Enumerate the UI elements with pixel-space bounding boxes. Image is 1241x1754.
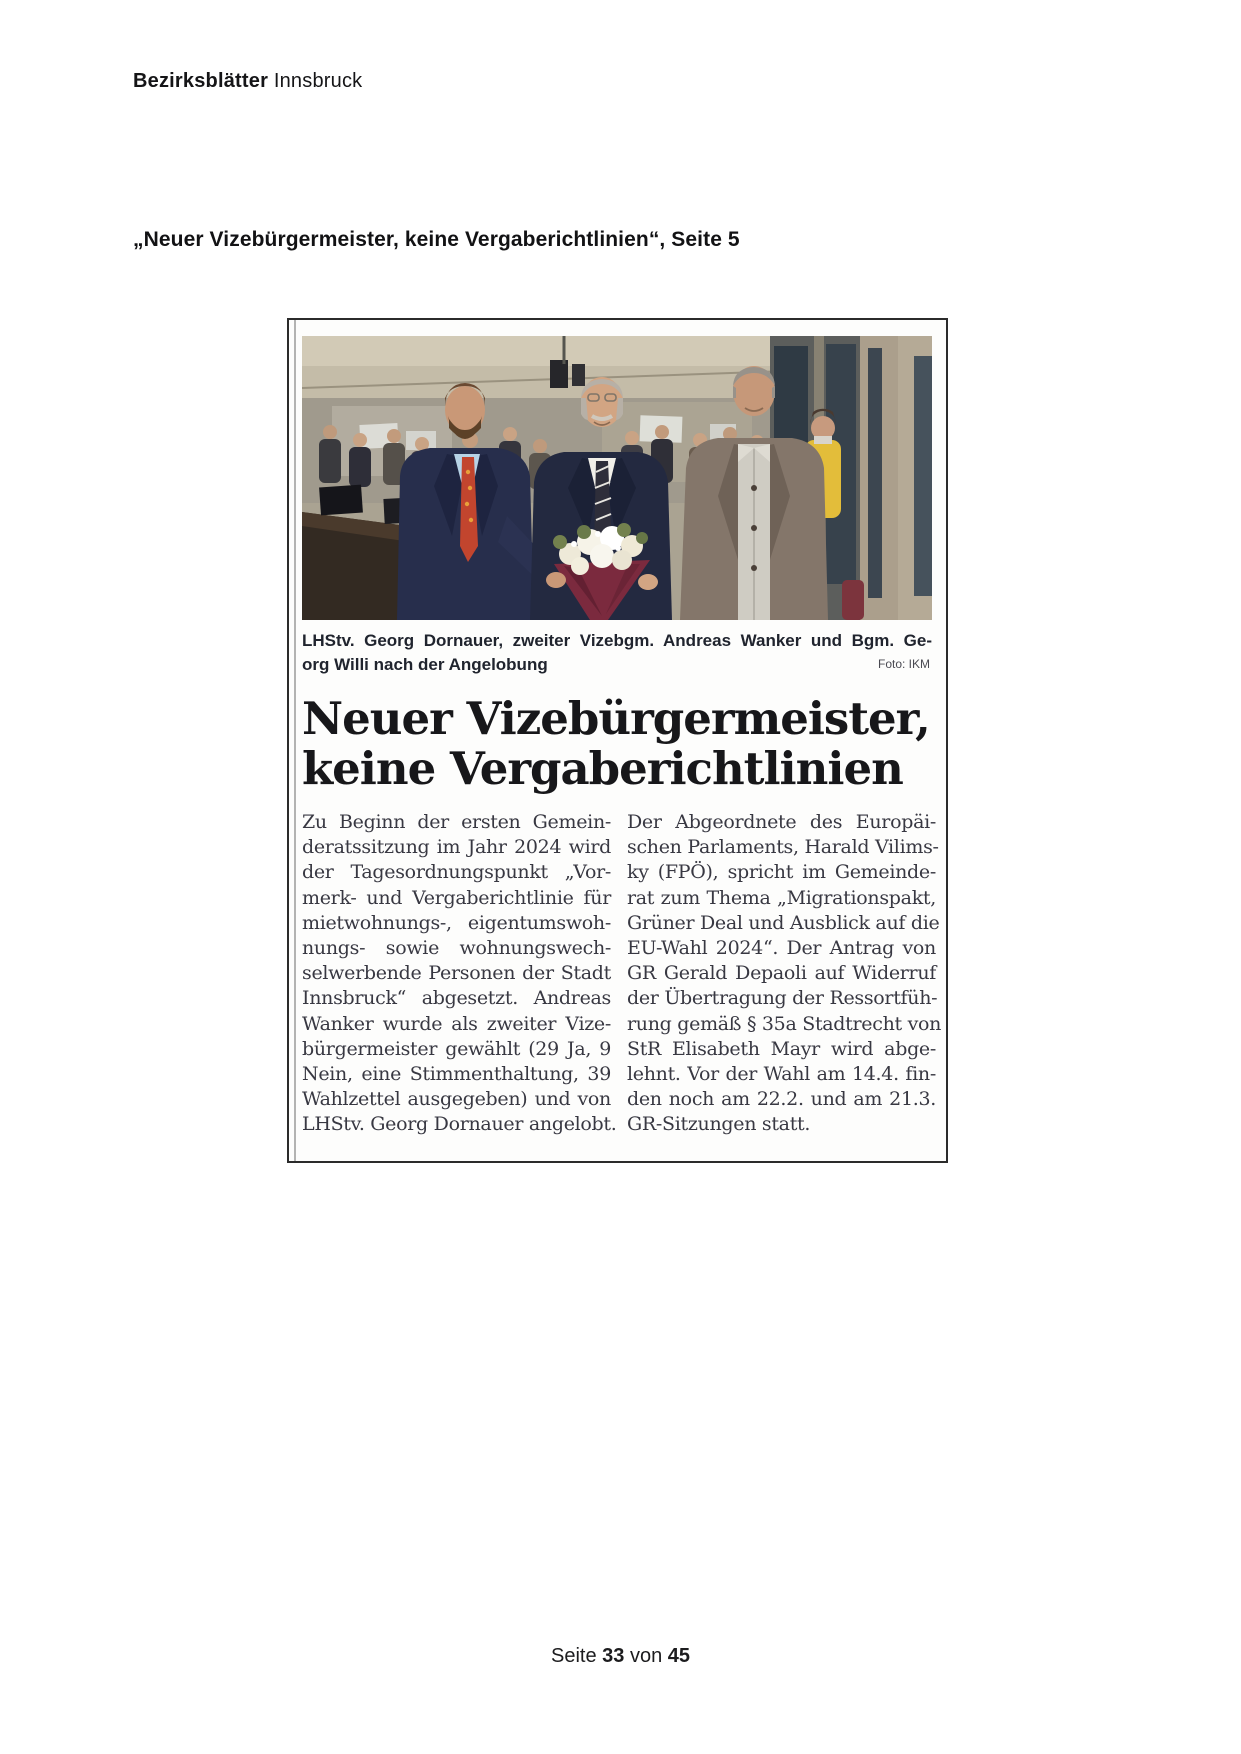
article-text-line: Wanker wurde als zweiter Vize- [302, 1012, 611, 1035]
article-text-line: selwerbende Personen der Stadt [302, 962, 611, 985]
article-title-reference: „Neuer Vizebürgermeister, keine Vergaberichtlinien“, Seite 5 [133, 228, 740, 251]
article-text-line: Der Abgeordnete des Europäi- [627, 811, 936, 833]
article-text-line: merk- und Vergaberichtlinie für [302, 886, 611, 909]
caption-line: org Willi nach der Angelobung [302, 655, 548, 674]
headline-line-1: Neuer Vizebürgermeister, [302, 692, 930, 745]
headline-line-2: keine Vergaberichtlinien [302, 742, 903, 795]
article-column-left [302, 810, 617, 1138]
photo-caption [302, 629, 932, 677]
article-body [302, 810, 942, 1138]
article-text-line: ky (FPÖ), spricht im Gemeinde- [627, 861, 936, 884]
article-text-line: bürgermeister gewählt (29 Ja, 9 [302, 1037, 611, 1060]
article-photo [302, 336, 932, 620]
caption-line: LHStv. Georg Dornauer, zweiter Vizebgm. Andreas Wanker und Bgm. Ge- [302, 631, 932, 650]
page-footer [0, 1645, 1241, 1668]
article-text-line: LHStv. Georg Dornauer angelobt. [302, 1113, 617, 1136]
article-column-right [627, 810, 942, 1138]
publication-header [133, 70, 362, 93]
article-text-line: deratssitzung im Jahr 2024 wird [302, 836, 611, 859]
article-text-line: EU-Wahl 2024“. Der Antrag von [627, 937, 936, 960]
article-text-line: GR-Sitzungen statt. [627, 1113, 811, 1136]
article-headline [302, 694, 942, 794]
footer-total-pages: 45 [667, 1645, 691, 1667]
article-text-line: der Übertragung der Ressortfüh- [627, 987, 938, 1010]
photo-credit: Foto: IKM [877, 657, 930, 671]
publication-name: Bezirksblätter [133, 70, 269, 92]
article-text-line: den noch am 22.2. und am 21.3. [627, 1088, 936, 1111]
article-text-line: Innsbruck“ abgesetzt. Andreas [302, 987, 611, 1010]
article-text-line: Grüner Deal und Ausblick auf die [627, 911, 940, 934]
article-text-line: lehnt. Vor der Wahl am 14.4. fin- [627, 1063, 936, 1086]
publication-edition: Innsbruck [273, 70, 363, 92]
footer-current-page: 33 [602, 1645, 625, 1667]
footer-label-page: Seite [550, 1645, 597, 1667]
article-text-line: StR Elisabeth Mayr wird abge- [627, 1037, 936, 1060]
article-text-line: Zu Beginn der ersten Gemein- [302, 811, 611, 833]
article-text-line: rat zum Thema „Migrationspakt, [627, 886, 936, 909]
article-text-line: Wahlzettel ausgegeben) und von [302, 1088, 611, 1111]
article-text-line: GR Gerald Depaoli auf Widerruf [627, 962, 936, 985]
article-text-line: nungs- sowie wohnungswech- [302, 937, 611, 960]
article-text-line: der Tagesordnungspunkt „Vor- [302, 861, 611, 884]
article-text-line: Nein, eine Stimmenthaltung, 39 [302, 1063, 611, 1086]
newspaper-clipping [287, 318, 948, 1163]
article-text-line: schen Parlaments, Harald Vilims- [627, 836, 939, 859]
footer-label-of: von [629, 1645, 663, 1667]
article-text-line: rung gemäß § 35a Stadtrecht von [627, 1012, 942, 1035]
article-text-line: mietwohnungs-, eigentumswoh- [302, 911, 611, 934]
